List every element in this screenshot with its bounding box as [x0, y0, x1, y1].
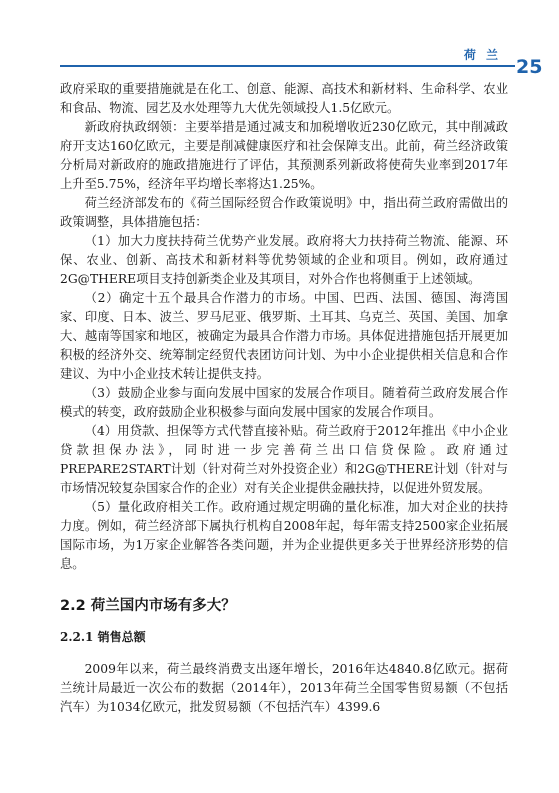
paragraph: （4）用贷款、担保等方式代替直接补贴。荷兰政府于2012年推出《中小企业贷款担保办法》，同时进一步完善荷兰出口信贷保险。政府通过PREPARE2START计划（针对荷兰对外投资企业）和2G@THERE计划（针对与市场情况较复杂国家合作的企业）对有关企业提供金融扶持，以促进外贸发展。 — [60, 424, 508, 495]
paragraph: 政府采取的重要措施就是在化工、创意、能源、高技术和新材料、生命科学、农业和食品、物流、园艺及水处理等九大优先领域投人1.5亿欧元。 — [60, 82, 508, 115]
paragraph: 新政府执政纲领：主要举措是通过减支和加税增收近230亿欧元，其中削减政府开支达160亿欧元，主要是削减健康医疗和社会保障支出。此前，荷兰经济政策分析局对新政府的施政措施进行了评估，其预测系列新政将使荷失业率到2017年上升至5.75%，经济年平均增长率将达1.25%。 — [60, 120, 508, 191]
paragraph: （5）量化政府相关工作。政府通过规定明确的量化标准，加大对企业的扶持力度。例如，荷兰经济部下属执行机构自2008年起，每年需支持2500家企业拓展国际市场，为1万家企业解答各类问题，并为企业提供更多关于世界经济形势的信息。 — [60, 500, 508, 571]
body-text — [60, 80, 508, 574]
header-country-label: 荷 兰 — [463, 48, 501, 62]
page-number: 25 — [516, 56, 543, 78]
section-body-text — [60, 660, 508, 717]
header-rule — [60, 65, 515, 67]
running-header — [60, 46, 515, 68]
section-heading: 2.2 荷兰国内市场有多大？ — [60, 598, 236, 614]
paragraph: （1）加大力度扶持荷兰优势产业发展。政府将大力扶持荷兰物流、能源、环保、农业、创新、高技术和新材料等优势领域的企业和项目。例如，政府通过2G@THERE项目支持创新类企业及其项目，对外合作也将侧重于上述领域。 — [60, 234, 508, 286]
paragraph: 2009年以来，荷兰最终消费支出逐年增长，2016年达4840.8亿欧元。据荷兰统计局最近一次公布的数据（2014年），2013年荷兰全国零售贸易额（不包括汽车）为1034亿欧元，批发贸易额（不包括汽车）4399.6 — [60, 662, 508, 714]
subsection-heading: 2.2.1 销售总额 — [60, 630, 146, 644]
paragraph: （2）确定十五个最具合作潜力的市场。中国、巴西、法国、德国、海湾国家、印度、日本、波兰、罗马尼亚、俄罗斯、土耳其、乌克兰、英国、美国、加拿大、越南等国家和地区，被确定为最具合作潜力市场。具体促进措施包括开展更加积极的经济外交、统筹制定经贸代表团访问计划、为中小企业提供相关信息和合作建议、为中小企业技术转让提供支持。 — [60, 291, 508, 381]
paragraph: 荷兰经济部发布的《荷兰国际经贸合作政策说明》中，指出荷兰政府需做出的政策调整，具体措施包括： — [60, 196, 508, 229]
paragraph: （3）鼓励企业参与面向发展中国家的发展合作项目。随着荷兰政府发展合作模式的转变，政府鼓励企业积极参与面向发展中国家的发展合作项目。 — [60, 386, 508, 419]
